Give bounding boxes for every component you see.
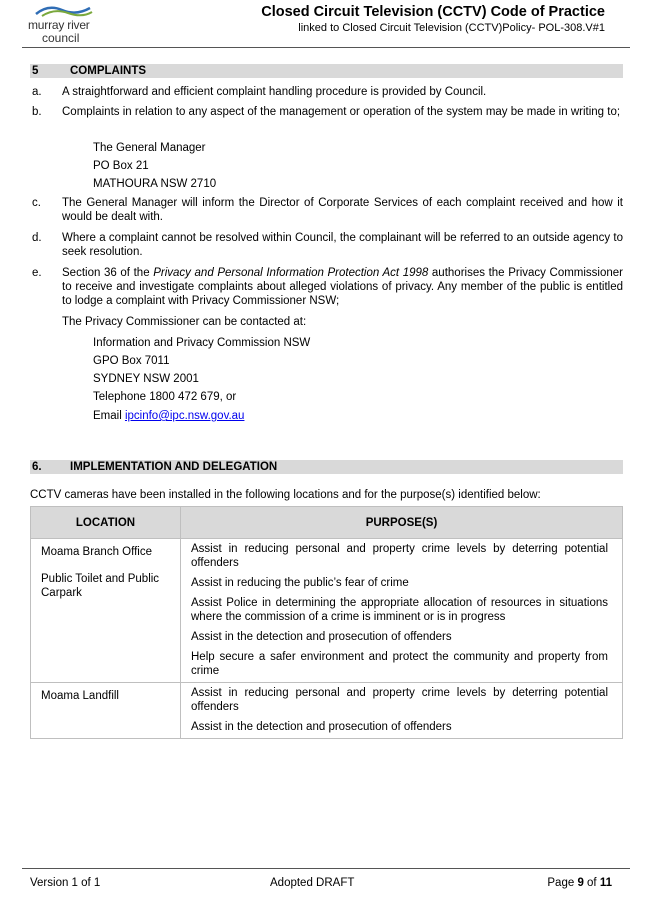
council-logo: [22, 2, 112, 46]
logo-line1: murray river: [28, 18, 90, 32]
purpose-item: Help secure a safer environment and protect the community and property from crime: [191, 651, 608, 677]
footer-page-number: [547, 877, 612, 889]
page-label: Page: [547, 877, 578, 889]
email-link[interactable]: ipcinfo@ipc.nsw.gov.au: [124, 410, 245, 422]
item-text: A straightforward and efficient complaint handling procedure is provided by Council.: [62, 86, 487, 98]
section-number: 5: [32, 65, 39, 77]
purpose-cell: [181, 539, 623, 683]
item-letter: c.: [32, 197, 41, 209]
page-header: [0, 0, 645, 50]
item-letter: a.: [32, 86, 42, 98]
purpose-item: Assist in the detection and prosecution of offenders: [191, 721, 452, 733]
section-intro: CCTV cameras have been installed in the following locations and for the purpose(s) identified below:: [30, 489, 541, 501]
header-divider: [22, 47, 630, 48]
total-pages: 11: [599, 877, 612, 889]
purpose-item: Assist Police in determining the appropriate allocation of resources in situations where the commission of a crime is imminent or is in progress: [191, 597, 608, 623]
document-title: Closed Circuit Television (CCTV) Code of Practice: [261, 4, 605, 20]
address-line: MATHOURA NSW 2710: [93, 178, 217, 190]
address-line: The General Manager: [93, 142, 206, 154]
footer-version: Version 1 of 1: [30, 877, 101, 889]
table-header-row: [31, 507, 623, 539]
purpose-item: Assist in the detection and prosecution of offenders: [191, 631, 452, 643]
item-text-before: Section 36 of the: [62, 267, 154, 279]
purpose-item: Assist in reducing the public’s fear of crime: [191, 577, 409, 589]
address-line: SYDNEY NSW 2001: [93, 373, 199, 385]
item-text: The General Manager will inform the Director of Corporate Services of each complaint received and how it would be dealt with.: [62, 197, 623, 223]
section-number: 6.: [32, 461, 42, 473]
section-6-heading: [30, 460, 623, 474]
item-text: Where a complaint cannot be resolved within Council, the complainant will be referred to an outside agency to seek resolution.: [62, 232, 623, 258]
item-letter: e.: [32, 267, 42, 279]
address-line: GPO Box 7011: [93, 355, 170, 367]
page-of: of: [583, 877, 600, 889]
location-name: Moama Landfill: [41, 690, 119, 702]
privacy-intro: The Privacy Commissioner can be contacted at:: [62, 316, 307, 328]
footer-status: Adopted DRAFT: [270, 877, 355, 889]
address-line: Information and Privacy Commission NSW: [93, 337, 311, 349]
act-name: Privacy and Personal Information Protection Act 1998: [153, 267, 429, 279]
email-line: [93, 409, 244, 423]
purpose-item: Assist in reducing personal and property crime levels by deterring potential offenders: [191, 543, 608, 569]
table-row: [31, 683, 623, 739]
section-5-heading: [30, 64, 623, 78]
river-wave-icon: [34, 2, 94, 18]
address-line: PO Box 21: [93, 160, 149, 172]
item-letter: b.: [32, 106, 42, 118]
purpose-cell: [181, 683, 623, 739]
purpose-item: Assist in reducing personal and property crime levels by deterring potential offenders: [191, 687, 608, 713]
item-text: [62, 266, 623, 308]
logo-line2: council: [42, 31, 80, 45]
section-title: IMPLEMENTATION AND DELEGATION: [70, 461, 278, 473]
email-label: Email: [93, 410, 125, 422]
section-title: COMPLAINTS: [70, 65, 147, 77]
column-header: LOCATION: [31, 507, 181, 539]
document-subtitle: linked to Closed Circuit Television (CCTV)Policy- POL-308.V#1: [298, 22, 605, 34]
location-cell: [31, 539, 181, 683]
location-name: Moama Branch Office: [41, 546, 153, 558]
address-line: Telephone 1800 472 679, or: [93, 391, 237, 403]
footer-divider: [22, 868, 630, 869]
item-text-after: authorises the Privacy Commissioner to receive and investigate complaints about alleged violations of privacy. Any member of the public is entitled to lodge a complaint with Privacy Commissioner NSW;: [62, 267, 624, 307]
table-row: [31, 539, 623, 683]
current-page: 9: [577, 877, 584, 889]
location-cell: [31, 683, 181, 739]
item-letter: d.: [32, 232, 42, 244]
cctv-locations-table: [30, 506, 623, 739]
column-header: PURPOSE(S): [181, 507, 623, 539]
location-name: Public Toilet and Public Carpark: [41, 573, 160, 599]
item-text: Complaints in relation to any aspect of the management or operation of the system may be made in writing to;: [62, 106, 621, 118]
